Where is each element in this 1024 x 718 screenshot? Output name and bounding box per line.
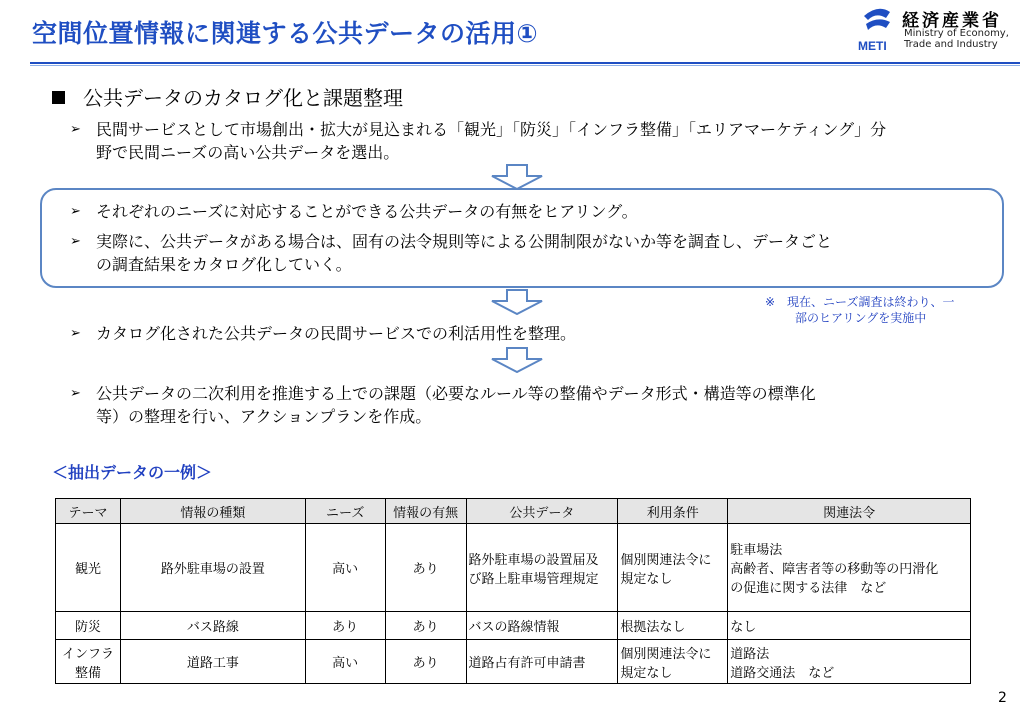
page-number: 2 [998, 690, 1007, 706]
cell-condition [618, 640, 728, 684]
bullet-text-line: 民間サービスとして市場創出・拡大が見込まれる「観光」「防災」「インフラ整備」「エリアマーケティング」分 [96, 120, 887, 139]
bullet-text-line: 野で民間ニーズの高い公共データを選出。 [96, 143, 400, 162]
cell-info-type: 道路工事 [120, 640, 305, 684]
bullet-text-line: カタログ化された公共データの民間サービスでの利活用性を整理。 [96, 324, 577, 343]
column-header-public-data: 公共データ [466, 499, 618, 524]
cell-line: 規定なし [620, 571, 673, 587]
bullet-item [70, 382, 1010, 428]
cell-line: 規定なし [620, 665, 673, 681]
square-bullet-icon [52, 91, 65, 104]
column-header-theme: テーマ [56, 499, 121, 524]
cell-public-data [466, 524, 618, 612]
cell-line: 個別関連法令に [620, 646, 712, 662]
cell-line: 道路交通法 など [730, 665, 835, 681]
example-label: ＜抽出データの一例＞ [52, 463, 213, 482]
bullet-text-line: 等）の整理を行い、アクションプランを作成。 [96, 407, 432, 426]
down-arrow-icon [490, 289, 544, 315]
cell-availability: あり [385, 524, 466, 612]
cell-laws [728, 524, 971, 612]
cell-theme: 防災 [56, 612, 121, 640]
cell-condition [618, 524, 728, 612]
logo-abbr: METI [858, 39, 887, 53]
cell-laws [728, 640, 971, 684]
bullet-item [70, 200, 990, 223]
cell-public-data: バスの路線情報 [466, 612, 618, 640]
public-data-table [55, 498, 971, 684]
section-heading-text: 公共データのカタログ化と課題整理 [83, 86, 403, 110]
cell-line: 整備 [74, 665, 101, 681]
cell-line: 道路法 [730, 646, 770, 662]
page-title: 空間位置情報に関連する公共データの活用① [32, 19, 539, 48]
arrow-bullet-icon: ➢ [70, 386, 81, 401]
note-line: ※ 現在、ニーズ調査は終わり、一 [765, 295, 955, 309]
bullet-text-line: それぞれのニーズに対応することができる公共データの有無をヒアリング。 [96, 202, 638, 221]
column-header-laws: 関連法令 [728, 499, 971, 524]
cell-availability: あり [385, 640, 466, 684]
cell-info-type: 路外駐車場の設置 [120, 524, 305, 612]
title-divider-sub [30, 65, 1020, 66]
arrow-bullet-icon: ➢ [70, 326, 81, 341]
cell-theme: 観光 [56, 524, 121, 612]
cell-public-data: 道路占有許可申請書 [466, 640, 618, 684]
bullet-text-line: の調査結果をカタログ化していく。 [96, 255, 352, 274]
cell-line: 個別関連法令に [620, 552, 712, 568]
bullet-text-line: 公共データの二次利用を推進する上での課題（必要なルール等の整備やデータ形式・構造等の標準化 [96, 384, 816, 403]
cell-needs: 高い [305, 524, 385, 612]
bullet-item [70, 118, 1010, 164]
arrow-bullet-icon: ➢ [70, 204, 81, 219]
logo-english-name [904, 28, 1009, 50]
cell-laws: なし [728, 612, 971, 640]
meti-emblem-icon [860, 6, 896, 38]
bullet-item [70, 322, 770, 345]
bullet-text-line: 実際に、公共データがある場合は、固有の法令規則等による公開制限がないか等を調査し、データごと [96, 232, 833, 251]
table-row [56, 524, 971, 612]
logo-english-line1: Ministry of Economy, [904, 28, 1009, 39]
cell-line: の促進に関する法律 など [730, 581, 887, 596]
cell-line: 高齢者、障害者等の移動等の円滑化 [730, 562, 939, 577]
column-header-condition: 利用条件 [618, 499, 728, 524]
cell-theme [56, 640, 121, 684]
note-line: 部のヒアリングを実施中 [795, 311, 927, 325]
column-header-availability: 情報の有無 [385, 499, 466, 524]
table-row [56, 612, 971, 640]
table-row [56, 640, 971, 684]
cell-line: インフラ [61, 646, 114, 662]
logo-ministry-name: 経済産業省 [902, 11, 1002, 31]
meti-logo [856, 4, 1022, 56]
down-arrow-icon [490, 347, 544, 373]
cell-line: 駐車場法 [730, 543, 783, 558]
logo-english-line2: Trade and Industry [904, 39, 998, 50]
cell-info-type: バス路線 [120, 612, 305, 640]
cell-line: 路外駐車場の設置届及 [468, 552, 599, 568]
cell-availability: あり [385, 612, 466, 640]
down-arrow-icon [490, 164, 544, 190]
cell-line: び路上駐車場管理規定 [468, 571, 599, 587]
cell-needs: あり [305, 612, 385, 640]
section-heading [52, 82, 403, 111]
arrow-bullet-icon: ➢ [70, 234, 81, 249]
cell-condition: 根拠法なし [618, 612, 728, 640]
cell-needs: 高い [305, 640, 385, 684]
title-divider [30, 62, 1020, 64]
column-header-info-type: 情報の種類 [120, 499, 305, 524]
arrow-bullet-icon: ➢ [70, 122, 81, 137]
bullet-item [70, 230, 990, 276]
survey-note [765, 294, 954, 326]
column-header-needs: ニーズ [305, 499, 385, 524]
table-header-row [56, 499, 971, 524]
